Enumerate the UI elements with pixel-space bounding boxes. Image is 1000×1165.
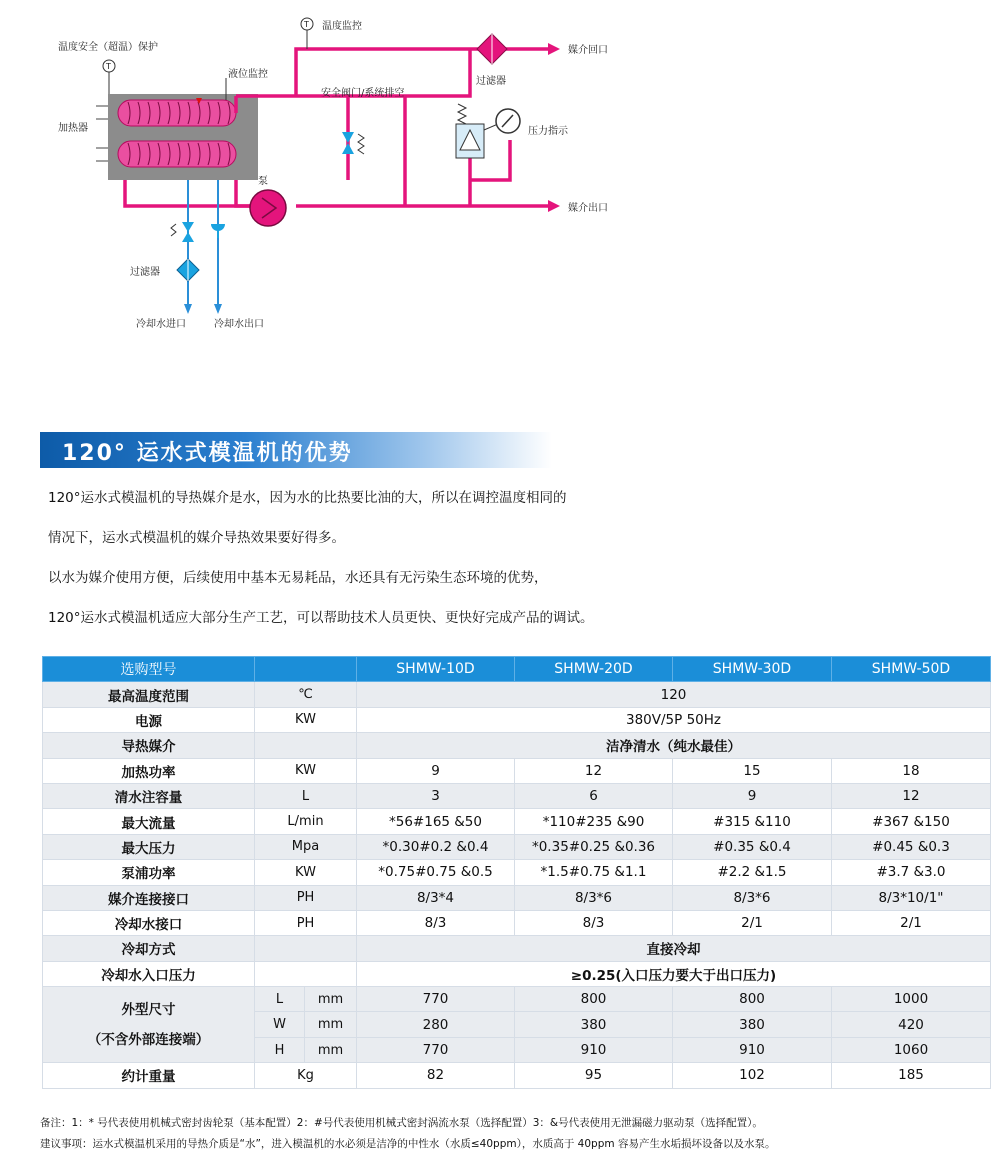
cell: 770 — [357, 987, 515, 1012]
dims-axis: L — [255, 987, 305, 1012]
label-pressure: 压力指示 — [528, 126, 568, 137]
cell: 910 — [515, 1037, 673, 1062]
intro-line-3: 以水为媒介使用方便，后续使用中基本无易耗品，水还具有无污染生态环境的优势， — [48, 570, 548, 586]
temp-symbol-heater: T — [106, 62, 111, 71]
row-label: 电源 — [43, 707, 255, 732]
label-pump: 泵 — [258, 176, 268, 187]
cell: 910 — [673, 1037, 832, 1062]
cell: 2/1 — [673, 910, 832, 935]
row-value: ≥0.25(入口压力要大于出口压力) — [357, 961, 991, 986]
label-cool-in: 冷却水进口 — [136, 319, 186, 330]
cell: *1.5#0.75 &1.1 — [515, 860, 673, 885]
label-filter-top: 过滤器 — [476, 76, 506, 87]
table-header-row — [43, 657, 991, 682]
row-value: 380V/5P 50Hz — [357, 707, 991, 732]
row-label: 清水注容量 — [43, 783, 255, 808]
dims-unit: mm — [305, 1012, 357, 1037]
table-row — [43, 834, 991, 859]
pump — [250, 190, 286, 226]
row-label: 最大流量 — [43, 809, 255, 834]
bottom-filter — [177, 259, 199, 281]
cell: *56#165 &50 — [357, 809, 515, 834]
note-line-1: 备注：1：* 号代表使用机械式密封齿轮泵（基本配置）2：#号代表使用机械式密封涡流水泵（选择配置）3：&号代表使用无泄漏磁力驱动泵（选择配置）。 — [40, 1117, 763, 1129]
row-unit: Kg — [255, 1063, 357, 1088]
header-label: 选购型号 — [43, 657, 255, 682]
cell: 9 — [673, 783, 832, 808]
cell: 280 — [357, 1012, 515, 1037]
row-unit — [255, 936, 357, 961]
cell: *0.75#0.75 &0.5 — [357, 860, 515, 885]
dims-unit: mm — [305, 987, 357, 1012]
table-row — [43, 885, 991, 910]
section-title-banner — [40, 432, 552, 468]
system-flow-diagram — [0, 0, 1000, 400]
cell: 800 — [673, 987, 832, 1012]
row-value: 洁净清水（纯水最佳） — [357, 733, 991, 758]
check-valve — [211, 224, 225, 238]
cell: #0.35 &0.4 — [673, 834, 832, 859]
model-10d: SHMW-10D — [357, 657, 515, 682]
cell: 1060 — [832, 1037, 991, 1062]
row-label: 冷却水接口 — [43, 910, 255, 935]
cell: #3.7 &3.0 — [832, 860, 991, 885]
cell: 6 — [515, 783, 673, 808]
label-filter-bottom: 过滤器 — [130, 267, 160, 278]
cell: *0.35#0.25 &0.36 — [515, 834, 673, 859]
intro-line-2: 情况下，运水式模温机的媒介导热效果要好得多。 — [48, 530, 345, 546]
row-unit: KW — [255, 758, 357, 783]
label-media-return: 媒介回口 — [568, 45, 608, 56]
dims-axis: W — [255, 1012, 305, 1037]
cell: 12 — [832, 783, 991, 808]
row-label: 冷却水入口压力 — [43, 961, 255, 986]
table-row — [43, 936, 991, 961]
label-media-out: 媒介出口 — [568, 203, 608, 214]
row-unit: L/min — [255, 809, 357, 834]
cell: #315 &110 — [673, 809, 832, 834]
intro-line-1: 120°运水式模温机的导热媒介是水，因为水的比热要比油的大，所以在调控温度相同的 — [48, 490, 567, 506]
row-label: 冷却方式 — [43, 936, 255, 961]
table-row — [43, 783, 991, 808]
intro-line-4: 120°运水式模温机适应大部分生产工艺，可以帮助技术人员更快、更快好完成产品的调试。 — [48, 610, 594, 626]
dims-axis: H — [255, 1037, 305, 1062]
cell: 800 — [515, 987, 673, 1012]
cell: 82 — [357, 1063, 515, 1088]
row-label: 媒介连接接口 — [43, 885, 255, 910]
temp-symbol-top: T — [304, 20, 309, 29]
table-row — [43, 910, 991, 935]
row-unit: KW — [255, 707, 357, 732]
table-row — [43, 809, 991, 834]
cell: 9 — [357, 758, 515, 783]
media-return-arrow — [548, 43, 560, 55]
row-unit — [255, 733, 357, 758]
row-label: 加热功率 — [43, 758, 255, 783]
row-value: 120 — [357, 682, 991, 707]
label-cool-out: 冷却水出口 — [214, 319, 264, 330]
cooling-valve — [171, 222, 194, 242]
cell: 95 — [515, 1063, 673, 1088]
cell: 8/3 — [515, 910, 673, 935]
cell: 380 — [673, 1012, 832, 1037]
table-row — [43, 707, 991, 732]
row-label: 最大压力 — [43, 834, 255, 859]
cell: #0.45 &0.3 — [832, 834, 991, 859]
cool-out-arrow — [214, 304, 222, 314]
cell: 18 — [832, 758, 991, 783]
spec-table — [42, 656, 991, 1089]
cell: 8/3*6 — [515, 885, 673, 910]
cell: 770 — [357, 1037, 515, 1062]
safety-valve — [342, 132, 364, 154]
dims-unit: mm — [305, 1037, 357, 1062]
heater-terminals — [96, 106, 108, 161]
row-label: 最高温度范围 — [43, 682, 255, 707]
table-row — [43, 987, 991, 1012]
cell: 185 — [832, 1063, 991, 1088]
row-label: 约计重量 — [43, 1063, 255, 1088]
cell: 420 — [832, 1012, 991, 1037]
model-50d: SHMW-50D — [832, 657, 991, 682]
row-unit: KW — [255, 860, 357, 885]
section-title: 120° 运水式模温机的优势 — [62, 441, 353, 466]
cell: *0.30#0.2 &0.4 — [357, 834, 515, 859]
row-value: 直接冷却 — [357, 936, 991, 961]
row-label: 导热媒介 — [43, 733, 255, 758]
note-line-2: 建议事项：运水式模温机采用的导热介质是“水”，进入模温机的水必须是洁净的中性水（水质≤40ppm），水质高于 40ppm 容易产生水垢损坏设备以及水泵。 — [40, 1138, 776, 1150]
dims-label — [43, 987, 255, 1063]
cell: 380 — [515, 1012, 673, 1037]
cell: 12 — [515, 758, 673, 783]
top-filter — [477, 34, 507, 64]
model-30d: SHMW-30D — [673, 657, 832, 682]
dims-label-2: （不含外部连接端） — [87, 1031, 210, 1048]
row-unit: ℃ — [255, 682, 357, 707]
cell: 2/1 — [832, 910, 991, 935]
header-unit-cell — [255, 657, 357, 682]
row-unit: PH — [255, 885, 357, 910]
cell: 8/3*4 — [357, 885, 515, 910]
table-row — [43, 860, 991, 885]
model-20d: SHMW-20D — [515, 657, 673, 682]
cell: 3 — [357, 783, 515, 808]
cell: *110#235 &90 — [515, 809, 673, 834]
cell: 1000 — [832, 987, 991, 1012]
table-row — [43, 961, 991, 986]
row-unit: PH — [255, 910, 357, 935]
row-label: 泵浦功率 — [43, 860, 255, 885]
cool-in-arrow — [184, 304, 192, 314]
cell: 15 — [673, 758, 832, 783]
label-level-monitor: 液位监控 — [228, 69, 268, 80]
row-unit: Mpa — [255, 834, 357, 859]
label-heater: 加热器 — [58, 123, 88, 134]
media-out-arrow — [548, 200, 560, 212]
cell: 102 — [673, 1063, 832, 1088]
table-row — [43, 682, 991, 707]
row-unit — [255, 961, 357, 986]
table-row — [43, 733, 991, 758]
table-row — [43, 758, 991, 783]
cell: 8/3*10/1" — [832, 885, 991, 910]
label-safety-valve: 安全阀门/系统排空 — [321, 88, 405, 99]
cooling-pipes — [188, 180, 218, 310]
row-unit: L — [255, 783, 357, 808]
cell: #2.2 &1.5 — [673, 860, 832, 885]
label-overtemp: 温度安全（超温）保护 — [58, 42, 158, 53]
dims-label-1: 外型尺寸 — [121, 1001, 176, 1018]
cell: 8/3*6 — [673, 885, 832, 910]
label-temp-monitor: 温度监控 — [322, 21, 362, 32]
cell: 8/3 — [357, 910, 515, 935]
cell: #367 &150 — [832, 809, 991, 834]
table-row — [43, 1063, 991, 1088]
